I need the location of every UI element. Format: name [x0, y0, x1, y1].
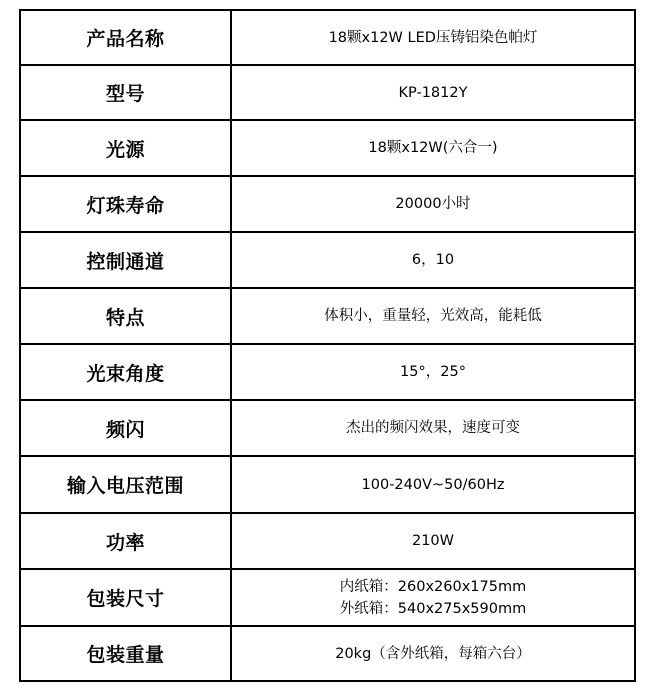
- spec-label: 型号: [20, 65, 231, 120]
- spec-value: [231, 65, 635, 120]
- spec-row: [20, 176, 635, 232]
- spec-row: [20, 10, 635, 65]
- spec-value-line: 20000小时: [395, 196, 471, 212]
- spec-label: 包装尺寸: [20, 569, 231, 626]
- spec-row: [20, 456, 635, 513]
- spec-label: 产品名称: [20, 10, 231, 65]
- spec-value: [231, 232, 635, 288]
- spec-row: [20, 288, 635, 344]
- spec-value-line: 6，10: [411, 252, 455, 268]
- spec-table: [19, 9, 636, 682]
- spec-value-line: 100-240V~50/60Hz: [361, 476, 505, 493]
- spec-row: [20, 120, 635, 176]
- spec-value: [231, 513, 635, 569]
- spec-row: [20, 513, 635, 569]
- spec-row: [20, 65, 635, 120]
- spec-value: [231, 400, 635, 456]
- spec-label: 包装重量: [20, 626, 231, 681]
- spec-value: [231, 10, 635, 65]
- spec-row: [20, 232, 635, 288]
- spec-label: 灯珠寿命: [20, 176, 231, 232]
- spec-table-body: [20, 10, 635, 681]
- spec-value: [231, 456, 635, 513]
- spec-value: [231, 176, 635, 232]
- spec-value-line: 18颗x12W LED压铸铝染色帕灯: [328, 29, 538, 46]
- spec-value-line: KP-1812Y: [398, 84, 468, 101]
- spec-label: 光源: [20, 120, 231, 176]
- spec-row: [20, 344, 635, 400]
- spec-value-line: 外纸箱：540x275x590mm: [339, 600, 527, 617]
- spec-label: 控制通道: [20, 232, 231, 288]
- spec-value: [231, 344, 635, 400]
- spec-value: [231, 626, 635, 681]
- spec-label: 输入电压范围: [20, 456, 231, 513]
- spec-value-line: 杰出的频闪效果，速度可变: [346, 420, 520, 436]
- spec-label: 频闪: [20, 400, 231, 456]
- spec-value-line: 15°，25°: [400, 364, 466, 380]
- spec-label: 特点: [20, 288, 231, 344]
- spec-value: [231, 120, 635, 176]
- spec-value: [231, 569, 635, 626]
- spec-label: 光束角度: [20, 344, 231, 400]
- spec-label: 功率: [20, 513, 231, 569]
- spec-value-line: 20kg（含外纸箱，每箱六台）: [335, 645, 531, 662]
- spec-value: [231, 288, 635, 344]
- spec-row: [20, 400, 635, 456]
- spec-row: [20, 626, 635, 681]
- spec-value-line: 18颗x12W(六合一): [368, 140, 498, 156]
- spec-value-line: 体积小，重量轻，光效高，能耗低: [324, 308, 542, 324]
- spec-row: [20, 569, 635, 626]
- spec-value-line: 内纸箱：260x260x175mm: [339, 578, 527, 595]
- spec-value-line: 210W: [411, 533, 454, 549]
